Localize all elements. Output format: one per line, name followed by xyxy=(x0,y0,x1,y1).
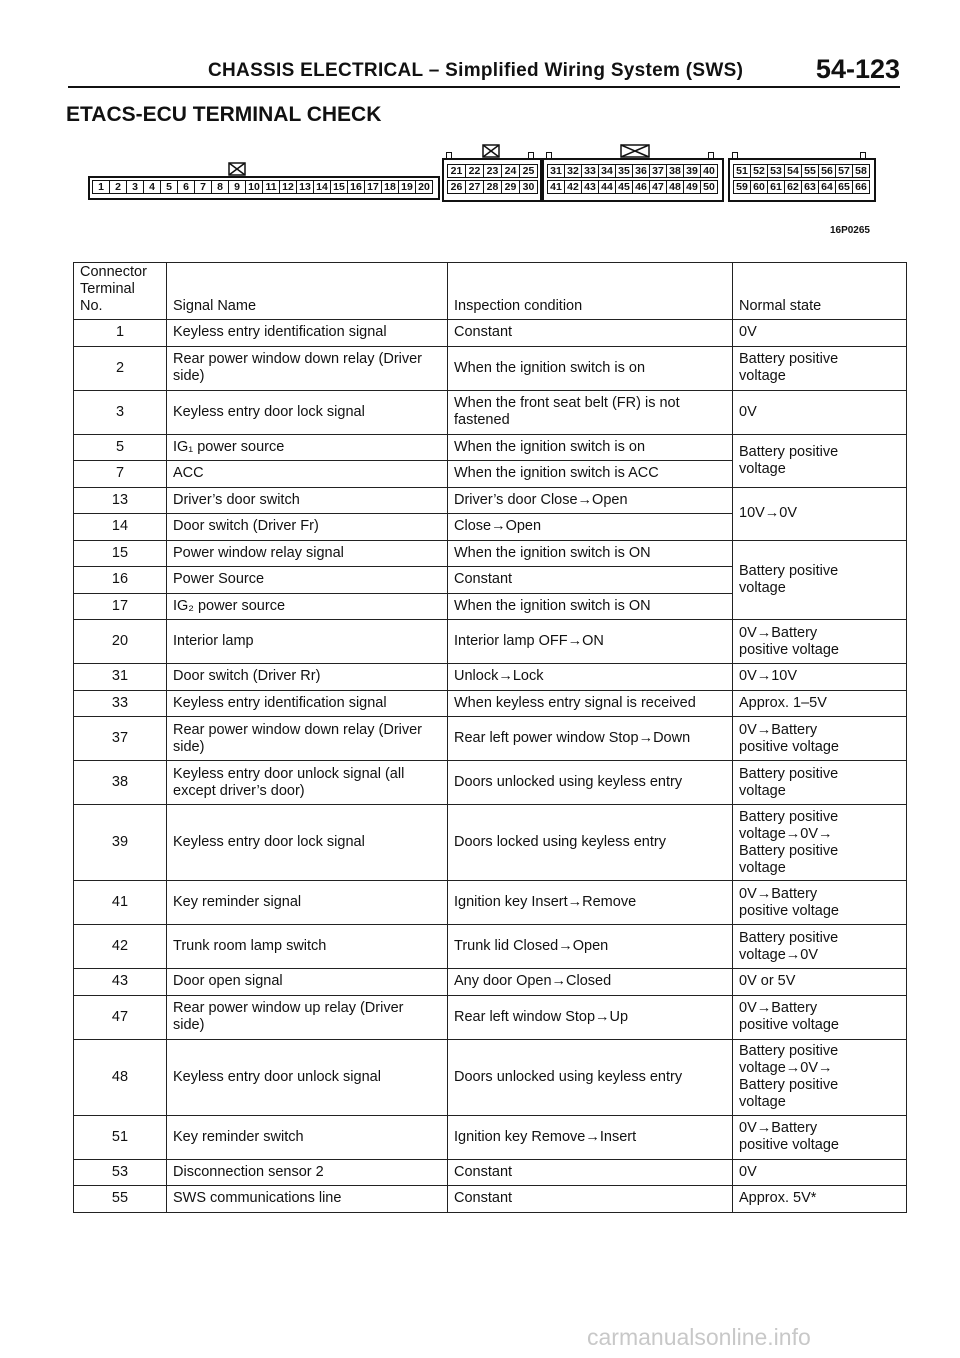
table-row xyxy=(74,995,907,1039)
table-row xyxy=(74,969,907,996)
table-body xyxy=(74,320,907,1213)
connector-pin: 40 xyxy=(700,164,718,178)
connector-pin: 10 xyxy=(245,180,263,194)
cell-normal-state: 10V→0V xyxy=(733,487,907,540)
connector-pin: 55 xyxy=(801,164,819,178)
connector-tab xyxy=(546,152,552,159)
connector-pin: 36 xyxy=(632,164,650,178)
cell-terminal: 33 xyxy=(74,690,167,717)
cell-normal-state: 0V or 5V xyxy=(733,969,907,996)
connector-pin: 48 xyxy=(666,180,684,194)
connector-pin: 66 xyxy=(852,180,870,194)
connector-pin: 18 xyxy=(381,180,399,194)
cell-normal-state: Battery positive voltage→0V xyxy=(733,925,907,969)
table-row xyxy=(74,690,907,717)
cell-normal-state: 0V→Battery positive voltage xyxy=(733,620,907,664)
cell-inspection: Ignition key Remove→Insert xyxy=(448,1115,733,1159)
cell-normal-state: 0V→Battery positive voltage xyxy=(733,881,907,925)
cell-normal-state: 0V xyxy=(733,320,907,347)
cell-inspection: Interior lamp OFF→ON xyxy=(448,620,733,664)
connector-pin: 61 xyxy=(767,180,785,194)
cell-signal: Driver’s door switch xyxy=(167,487,448,514)
cell-signal: Keyless entry door lock signal xyxy=(167,390,448,434)
connector-tab xyxy=(732,152,738,159)
cell-signal: Rear power window down relay (Driver side) xyxy=(167,717,448,761)
cell-normal-state: 0V→Battery positive voltage xyxy=(733,717,907,761)
cell-signal: Trunk room lamp switch xyxy=(167,925,448,969)
connector-pin: 16 xyxy=(347,180,365,194)
header-terminal: Connector Terminal No. xyxy=(74,263,167,320)
watermark: carmanualsonline.info xyxy=(587,1324,811,1350)
cell-signal: Power Source xyxy=(167,567,448,594)
section-title: ETACS-ECU TERMINAL CHECK xyxy=(66,103,382,126)
table-row xyxy=(74,346,907,390)
connector-pin: 1 xyxy=(92,180,110,194)
connector-a xyxy=(88,176,440,200)
cell-terminal: 37 xyxy=(74,717,167,761)
cell-terminal: 1 xyxy=(74,320,167,347)
table-row xyxy=(74,664,907,691)
connector-pin: 12 xyxy=(279,180,297,194)
cell-inspection: When the ignition switch is ON xyxy=(448,593,733,620)
connector-d xyxy=(728,158,876,202)
header-inspection: Inspection condition xyxy=(448,263,733,320)
connector-tab xyxy=(528,152,534,159)
cell-normal-state: 0V→Battery positive voltage xyxy=(733,1115,907,1159)
cell-normal-state: 0V→Battery positive voltage xyxy=(733,995,907,1039)
cell-signal: Disconnection sensor 2 xyxy=(167,1159,448,1186)
cell-inspection: When the ignition switch is ON xyxy=(448,540,733,567)
cell-signal: Rear power window up relay (Driver side) xyxy=(167,995,448,1039)
cell-signal: Keyless entry door unlock signal xyxy=(167,1039,448,1115)
connector-b xyxy=(442,158,542,202)
cell-inspection: Rear left window Stop→Up xyxy=(448,995,733,1039)
cell-inspection: Doors locked using keyless entry xyxy=(448,805,733,881)
cell-normal-state: Battery positive voltage xyxy=(733,434,907,487)
cell-signal: Keyless entry door lock signal xyxy=(167,805,448,881)
cell-signal: ACC xyxy=(167,461,448,488)
cell-inspection: When keyless entry signal is received xyxy=(448,690,733,717)
connector-pin: 46 xyxy=(632,180,650,194)
cell-terminal: 13 xyxy=(74,487,167,514)
cell-inspection: Constant xyxy=(448,567,733,594)
cell-inspection: When the ignition switch is ACC xyxy=(448,461,733,488)
connector-pin: 51 xyxy=(733,164,751,178)
cell-inspection: Any door Open→Closed xyxy=(448,969,733,996)
cell-terminal: 20 xyxy=(74,620,167,664)
connector-pin: 35 xyxy=(615,164,633,178)
connector-pin: 38 xyxy=(666,164,684,178)
connector-pin: 17 xyxy=(364,180,382,194)
cell-terminal: 17 xyxy=(74,593,167,620)
connector-pin: 32 xyxy=(564,164,582,178)
connector-pin: 2 xyxy=(109,180,127,194)
cell-signal: Key reminder signal xyxy=(167,881,448,925)
diagram-code: 16P0265 xyxy=(829,225,870,236)
connector-pin: 20 xyxy=(415,180,433,194)
connector-pin: 34 xyxy=(598,164,616,178)
connector-pin: 45 xyxy=(615,180,633,194)
cell-normal-state: Battery positive voltage→0V→ Battery positive voltage xyxy=(733,805,907,881)
connector-pin: 26 xyxy=(447,180,466,194)
header-normal: Normal state xyxy=(733,263,907,320)
connector-pin: 47 xyxy=(649,180,667,194)
cell-terminal: 15 xyxy=(74,540,167,567)
table-row xyxy=(74,1039,907,1115)
cell-terminal: 7 xyxy=(74,461,167,488)
cell-signal: Key reminder switch xyxy=(167,1115,448,1159)
cell-terminal: 42 xyxy=(74,925,167,969)
connector-pin: 43 xyxy=(581,180,599,194)
cell-normal-state: Approx. 1–5V xyxy=(733,690,907,717)
cell-terminal: 53 xyxy=(74,1159,167,1186)
connector-pin: 15 xyxy=(330,180,348,194)
cell-terminal: 43 xyxy=(74,969,167,996)
table-row xyxy=(74,1186,907,1213)
page-header xyxy=(68,52,900,88)
connector-pin: 7 xyxy=(194,180,212,194)
connector-pin: 5 xyxy=(160,180,178,194)
table-row xyxy=(74,390,907,434)
table-row xyxy=(74,620,907,664)
connector-pin: 62 xyxy=(784,180,802,194)
connector-c xyxy=(542,158,724,202)
cell-inspection: Unlock→Lock xyxy=(448,664,733,691)
terminal-check-table xyxy=(73,262,907,1213)
connector-pin: 29 xyxy=(501,180,520,194)
cell-normal-state: 0V xyxy=(733,1159,907,1186)
connector-pin: 60 xyxy=(750,180,768,194)
table-row xyxy=(74,540,907,567)
cell-normal-state: 0V→10V xyxy=(733,664,907,691)
cell-signal: Interior lamp xyxy=(167,620,448,664)
cell-inspection: Rear left power window Stop→Down xyxy=(448,717,733,761)
connector-pin: 6 xyxy=(177,180,195,194)
cell-terminal: 51 xyxy=(74,1115,167,1159)
connector-pin: 4 xyxy=(143,180,161,194)
connector-pin: 8 xyxy=(211,180,229,194)
connector-pin: 54 xyxy=(784,164,802,178)
connector-diagram xyxy=(88,146,878,206)
connector-pin: 44 xyxy=(598,180,616,194)
connector-tab xyxy=(708,152,714,159)
table-row xyxy=(74,805,907,881)
connector-pin: 58 xyxy=(852,164,870,178)
cell-signal: Rear power window down relay (Driver side) xyxy=(167,346,448,390)
cell-inspection: When the front seat belt (FR) is not fastened xyxy=(448,390,733,434)
connector-pin: 52 xyxy=(750,164,768,178)
cell-inspection: Doors unlocked using keyless entry xyxy=(448,1039,733,1115)
cell-signal: IG₁ power source xyxy=(167,434,448,461)
cell-terminal: 31 xyxy=(74,664,167,691)
connector-pin: 25 xyxy=(519,164,538,178)
cell-terminal: 41 xyxy=(74,881,167,925)
connector-pin: 49 xyxy=(683,180,701,194)
cell-signal: Door switch (Driver Rr) xyxy=(167,664,448,691)
connector-pin: 59 xyxy=(733,180,751,194)
cell-signal: IG₂ power source xyxy=(167,593,448,620)
cell-inspection: Constant xyxy=(448,320,733,347)
connector-pin: 23 xyxy=(483,164,502,178)
table-row xyxy=(74,1115,907,1159)
connector-pin: 19 xyxy=(398,180,416,194)
connector-pin: 39 xyxy=(683,164,701,178)
cell-signal: SWS communications line xyxy=(167,1186,448,1213)
connector-pin: 57 xyxy=(835,164,853,178)
connector-latch-icon xyxy=(620,144,650,158)
table-header-row xyxy=(74,263,907,320)
cell-terminal: 48 xyxy=(74,1039,167,1115)
cell-inspection: Ignition key Insert→Remove xyxy=(448,881,733,925)
cell-terminal: 39 xyxy=(74,805,167,881)
cell-inspection: Driver’s door Close→Open xyxy=(448,487,733,514)
cell-signal: Keyless entry door unlock signal (all except driver’s door) xyxy=(167,761,448,805)
cell-normal-state: 0V xyxy=(733,390,907,434)
header-rule xyxy=(68,86,900,88)
cell-inspection: When the ignition switch is on xyxy=(448,434,733,461)
connector-pin: 42 xyxy=(564,180,582,194)
cell-signal: Door switch (Driver Fr) xyxy=(167,514,448,541)
connector-pin: 13 xyxy=(296,180,314,194)
table-row xyxy=(74,925,907,969)
header-title: CHASSIS ELECTRICAL – Simplified Wiring System (SWS) xyxy=(208,60,744,81)
connector-pin: 28 xyxy=(483,180,502,194)
table-row xyxy=(74,487,907,514)
cell-terminal: 55 xyxy=(74,1186,167,1213)
cell-inspection: Trunk lid Closed→Open xyxy=(448,925,733,969)
cell-signal: Door open signal xyxy=(167,969,448,996)
connector-pin: 65 xyxy=(835,180,853,194)
connector-latch-icon xyxy=(228,162,246,176)
cell-inspection: Close→Open xyxy=(448,514,733,541)
table-row xyxy=(74,761,907,805)
table-row xyxy=(74,320,907,347)
connector-pin: 33 xyxy=(581,164,599,178)
connector-pin: 9 xyxy=(228,180,246,194)
header-signal: Signal Name xyxy=(167,263,448,320)
cell-terminal: 3 xyxy=(74,390,167,434)
connector-pin: 41 xyxy=(547,180,565,194)
connector-pin: 37 xyxy=(649,164,667,178)
table-row xyxy=(74,881,907,925)
connector-tab xyxy=(446,152,452,159)
connector-latch-icon xyxy=(482,144,500,158)
connector-pin: 53 xyxy=(767,164,785,178)
connector-pin: 64 xyxy=(818,180,836,194)
cell-terminal: 5 xyxy=(74,434,167,461)
cell-signal: Keyless entry identification signal xyxy=(167,320,448,347)
table-row xyxy=(74,434,907,461)
cell-normal-state: Battery positive voltage xyxy=(733,540,907,620)
cell-normal-state: Battery positive voltage→0V→ Battery positive voltage xyxy=(733,1039,907,1115)
cell-signal: Keyless entry identification signal xyxy=(167,690,448,717)
cell-normal-state: Battery positive voltage xyxy=(733,346,907,390)
cell-terminal: 14 xyxy=(74,514,167,541)
connector-pin: 50 xyxy=(700,180,718,194)
cell-signal: Power window relay signal xyxy=(167,540,448,567)
cell-terminal: 2 xyxy=(74,346,167,390)
cell-normal-state: Approx. 5V* xyxy=(733,1186,907,1213)
connector-pin: 3 xyxy=(126,180,144,194)
connector-pin: 56 xyxy=(818,164,836,178)
connector-pin: 31 xyxy=(547,164,565,178)
cell-inspection: Constant xyxy=(448,1159,733,1186)
page-number: 54-123 xyxy=(815,54,900,84)
cell-terminal: 16 xyxy=(74,567,167,594)
cell-inspection: When the ignition switch is on xyxy=(448,346,733,390)
table-row xyxy=(74,1159,907,1186)
cell-terminal: 38 xyxy=(74,761,167,805)
connector-tab xyxy=(860,152,866,159)
connector-pin: 30 xyxy=(519,180,538,194)
cell-inspection: Constant xyxy=(448,1186,733,1213)
cell-normal-state: Battery positive voltage xyxy=(733,761,907,805)
cell-inspection: Doors unlocked using keyless entry xyxy=(448,761,733,805)
connector-pin: 14 xyxy=(313,180,331,194)
cell-terminal: 47 xyxy=(74,995,167,1039)
connector-pin: 11 xyxy=(262,180,280,194)
connector-pin: 24 xyxy=(501,164,520,178)
table-row xyxy=(74,717,907,761)
connector-pin: 27 xyxy=(465,180,484,194)
connector-pin: 21 xyxy=(447,164,466,178)
connector-pin: 22 xyxy=(465,164,484,178)
connector-pin: 63 xyxy=(801,180,819,194)
